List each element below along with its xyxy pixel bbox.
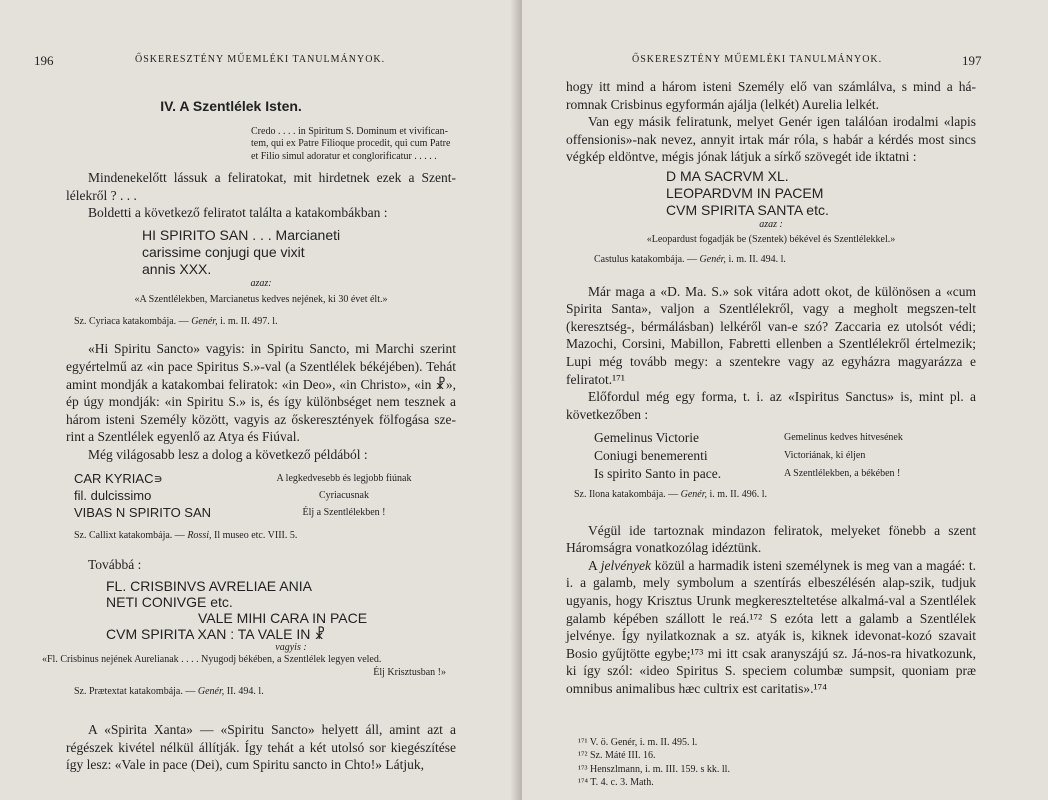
paragraph: A jelvények közül a harmadik isteni személynek is meg van a magáé: t. i. a galamb, mely symbolum a szentírás elbeszélésén alap-szik, tudjuk ugyanis, hogy Krisztus Urunk megkereszteltetése alkalmá-val a Szentlélek galamb képében szállott le reá.¹⁷² S ezóta lett a galamb a Szentlélek jelvénye. Így nyilatkoznak a sz. atyák is, kiknek idevonat-kozó szavait Bosio gyűjtötte egybe;¹⁷³ mi itt csak aranyszájú sz. Já-nos-ra hivatkozunk, ki így szól: «ideo Spiritus S. speciem columbæ sumpsit, quoniam præ omnibus animalibus hæc cultrix est caritatis».¹⁷⁴ bbox=[566, 557, 976, 697]
footnote: ¹⁷² Sz. Máté III. 16. bbox=[578, 750, 656, 762]
paragraph: Boldetti a következő feliratot találta a katakombákban : bbox=[88, 205, 388, 221]
paragraph: A «Spirita Xanta» — «Spiritu Sancto» helyett áll, amint azt a régészek kivétel nélkül állítják. Így tehát a két utolsó sor kiegészítése így lesz: «Vale in pace (Dei), cum Spiritu sancto in Chto!» Látjuk, bbox=[66, 721, 456, 773]
translation: A legkedvesebb és legjobb fiúnak Cyriacusnak Élj a Szentlélekben ! bbox=[276, 472, 412, 518]
running-head: ŐSKERESZTÉNY MŰEMLÉKI TANULMÁNYOK. bbox=[135, 54, 386, 65]
right-page bbox=[522, 0, 1048, 800]
translation: «A Szentlélekben, Marcianetus kedves nejének, ki 30 évet élt.» bbox=[134, 294, 388, 306]
translation: «Leopardust fogadják be (Szentek) békével és Szentlélekkel.» bbox=[646, 234, 896, 246]
citation: Sz. Prætextat katakombája. — Genér, II. 494. l. bbox=[74, 686, 264, 698]
citation: Sz. Callixt katakombája. — Rossi, Il museo etc. VIII. 5. bbox=[74, 529, 298, 541]
left-text-column bbox=[42, 98, 456, 774]
inscription: D MA SACRVM XL. LEOPARDVM IN PACEM CVM SPIRITA SANTA etc. bbox=[666, 167, 829, 218]
footnote: ¹⁷¹ V. ö. Genér, i. m. II. 495. l. bbox=[578, 736, 698, 748]
paragraph: «Hi Spiritu Sancto» vagyis: in Spiritu Sancto, mi Marchi szerint egyértelmű az «in pace Spiritus S.»-val (a Szentlélek békéjében). Tehát amint mondják a katakombai feliratok: «in Deo», «in Christo», «in ☧», ép úgy mondják: «in Spiritu S.» is, és így különbséget nem tesznek a három isteni Személy között, vagyis az őskeresztények fölfogása sze-rint a Szentlélek egyenlő az Atya és Fiúval. bbox=[66, 341, 456, 445]
inscription-with-translation bbox=[74, 470, 456, 521]
chapter-title: IV. A Szentlélek Isten. bbox=[160, 98, 302, 114]
paragraph: Mindenekelőtt lássuk a feliratokat, mit hirdetnek ezek a Szent-lélekről ? . . . bbox=[66, 170, 456, 203]
inscription: CAR KYRIAC∍ fil. dulcissimo VIBAS N SPIRITO SAN bbox=[74, 470, 212, 520]
paragraph: Továbbá : bbox=[88, 557, 142, 573]
inscription-with-translation bbox=[594, 429, 976, 482]
page-number: 197 bbox=[962, 53, 982, 68]
inscription: FL. CRISBINVS AVRELIAE ANIA NETI CONIVGE etc. VALE MIHI CARA IN PACE CVM SPIRITA XAN : TA VALE IN ☧ bbox=[106, 577, 368, 642]
paragraph: hogy itt mind a három isteni Személy elő van számlálva, s mind a há-romnak Crisbinus egyformán ajálja (lelkét) Aurelia lelkét. bbox=[566, 79, 976, 112]
right-text-column bbox=[566, 78, 976, 790]
inscription: HI SPIRITO SAN . . . Marcianeti carissime conjugi que vixit annis XXX. bbox=[142, 226, 341, 277]
azaz-label: azaz : bbox=[759, 218, 783, 230]
footnote: ¹⁷⁴ T. 4. c. 3. Math. bbox=[578, 777, 654, 789]
epigraph: Credo . . . . in Spiritum S. Dominum et vivifican- tem, qui ex Patre Filioque procedit, qui cum Patre et Filio simul adoratur et conglorificatur . . . . . bbox=[251, 125, 451, 162]
citation: Castulus katakombája. — Genér, i. m. II. 494. l. bbox=[594, 253, 786, 265]
running-head: ŐSKERESZTÉNY MŰEMLÉKI TANULMÁNYOK. bbox=[632, 54, 883, 65]
inscription: Gemelinus Victorie Coniugi benemerenti Is spirito Santo in pace. bbox=[594, 430, 722, 481]
page-number: 196 bbox=[34, 53, 54, 68]
paragraph: Van egy másik feliratunk, melyet Genér igen találóan irodalmi «lapis offensionis»-nak nevez, annyit irtak már róla, s habár a kérdés most sincs végkép eldöntve, mégis jónak látjuk a sírkő szövegét ide iktatni : bbox=[566, 114, 976, 165]
paragraph: Előfordul még egy forma, t. i. az «Ispiritus Sanctus» is, mint pl. a következőben : bbox=[566, 389, 976, 422]
paragraph: Még világosabb lesz a dolog a következő példából : bbox=[88, 447, 368, 463]
paragraph: Végül ide tartoznak mindazon feliratok, melyeket fönebb a szent Háromságra vonatkozólag idéztünk. bbox=[566, 522, 976, 556]
translation: «Fl. Crisbinus nejének Aurelianak . . . . Nyugodj békében, a Szentlélek legyen veled. bbox=[42, 654, 382, 666]
citation: Sz. Cyriaca katakombája. — Genér, i. m. II. 497. l. bbox=[74, 315, 278, 327]
azaz-label: azaz: bbox=[250, 277, 272, 289]
footnote: ¹⁷³ Henszlmann, i. m. III. 159. s kk. ll. bbox=[578, 763, 730, 775]
footnotes bbox=[578, 736, 976, 790]
paragraph: Már maga a «D. Ma. S.» sok vitára adott okot, de különösen a «cum Spirita Santa», valjon a Szentlélekről, vagy a megholt megszen-telt (keresztség-, bérmálásban) lelkéről van-e szó? Zaccaria ez utolsót védi; Mazochi, Corsini, Mabillon, Fabretti ellenben a Szentlélekről értelmezik; Lupi még tovább megy: a szentekre vagy az egyházra magyarázza e feliratot.¹⁷¹ bbox=[566, 283, 976, 387]
left-page bbox=[0, 0, 522, 800]
citation: Sz. Ilona katakombája. — Genér, i. m. II. 496. l. bbox=[574, 489, 768, 501]
translation: Élj Krisztusban !» bbox=[373, 666, 446, 678]
vagyis-label: vagyis : bbox=[275, 641, 307, 653]
translation: Gemelinus kedves hitvesének Victoriának, ki éljen A Szentlélekben, a békében ! bbox=[784, 432, 903, 479]
